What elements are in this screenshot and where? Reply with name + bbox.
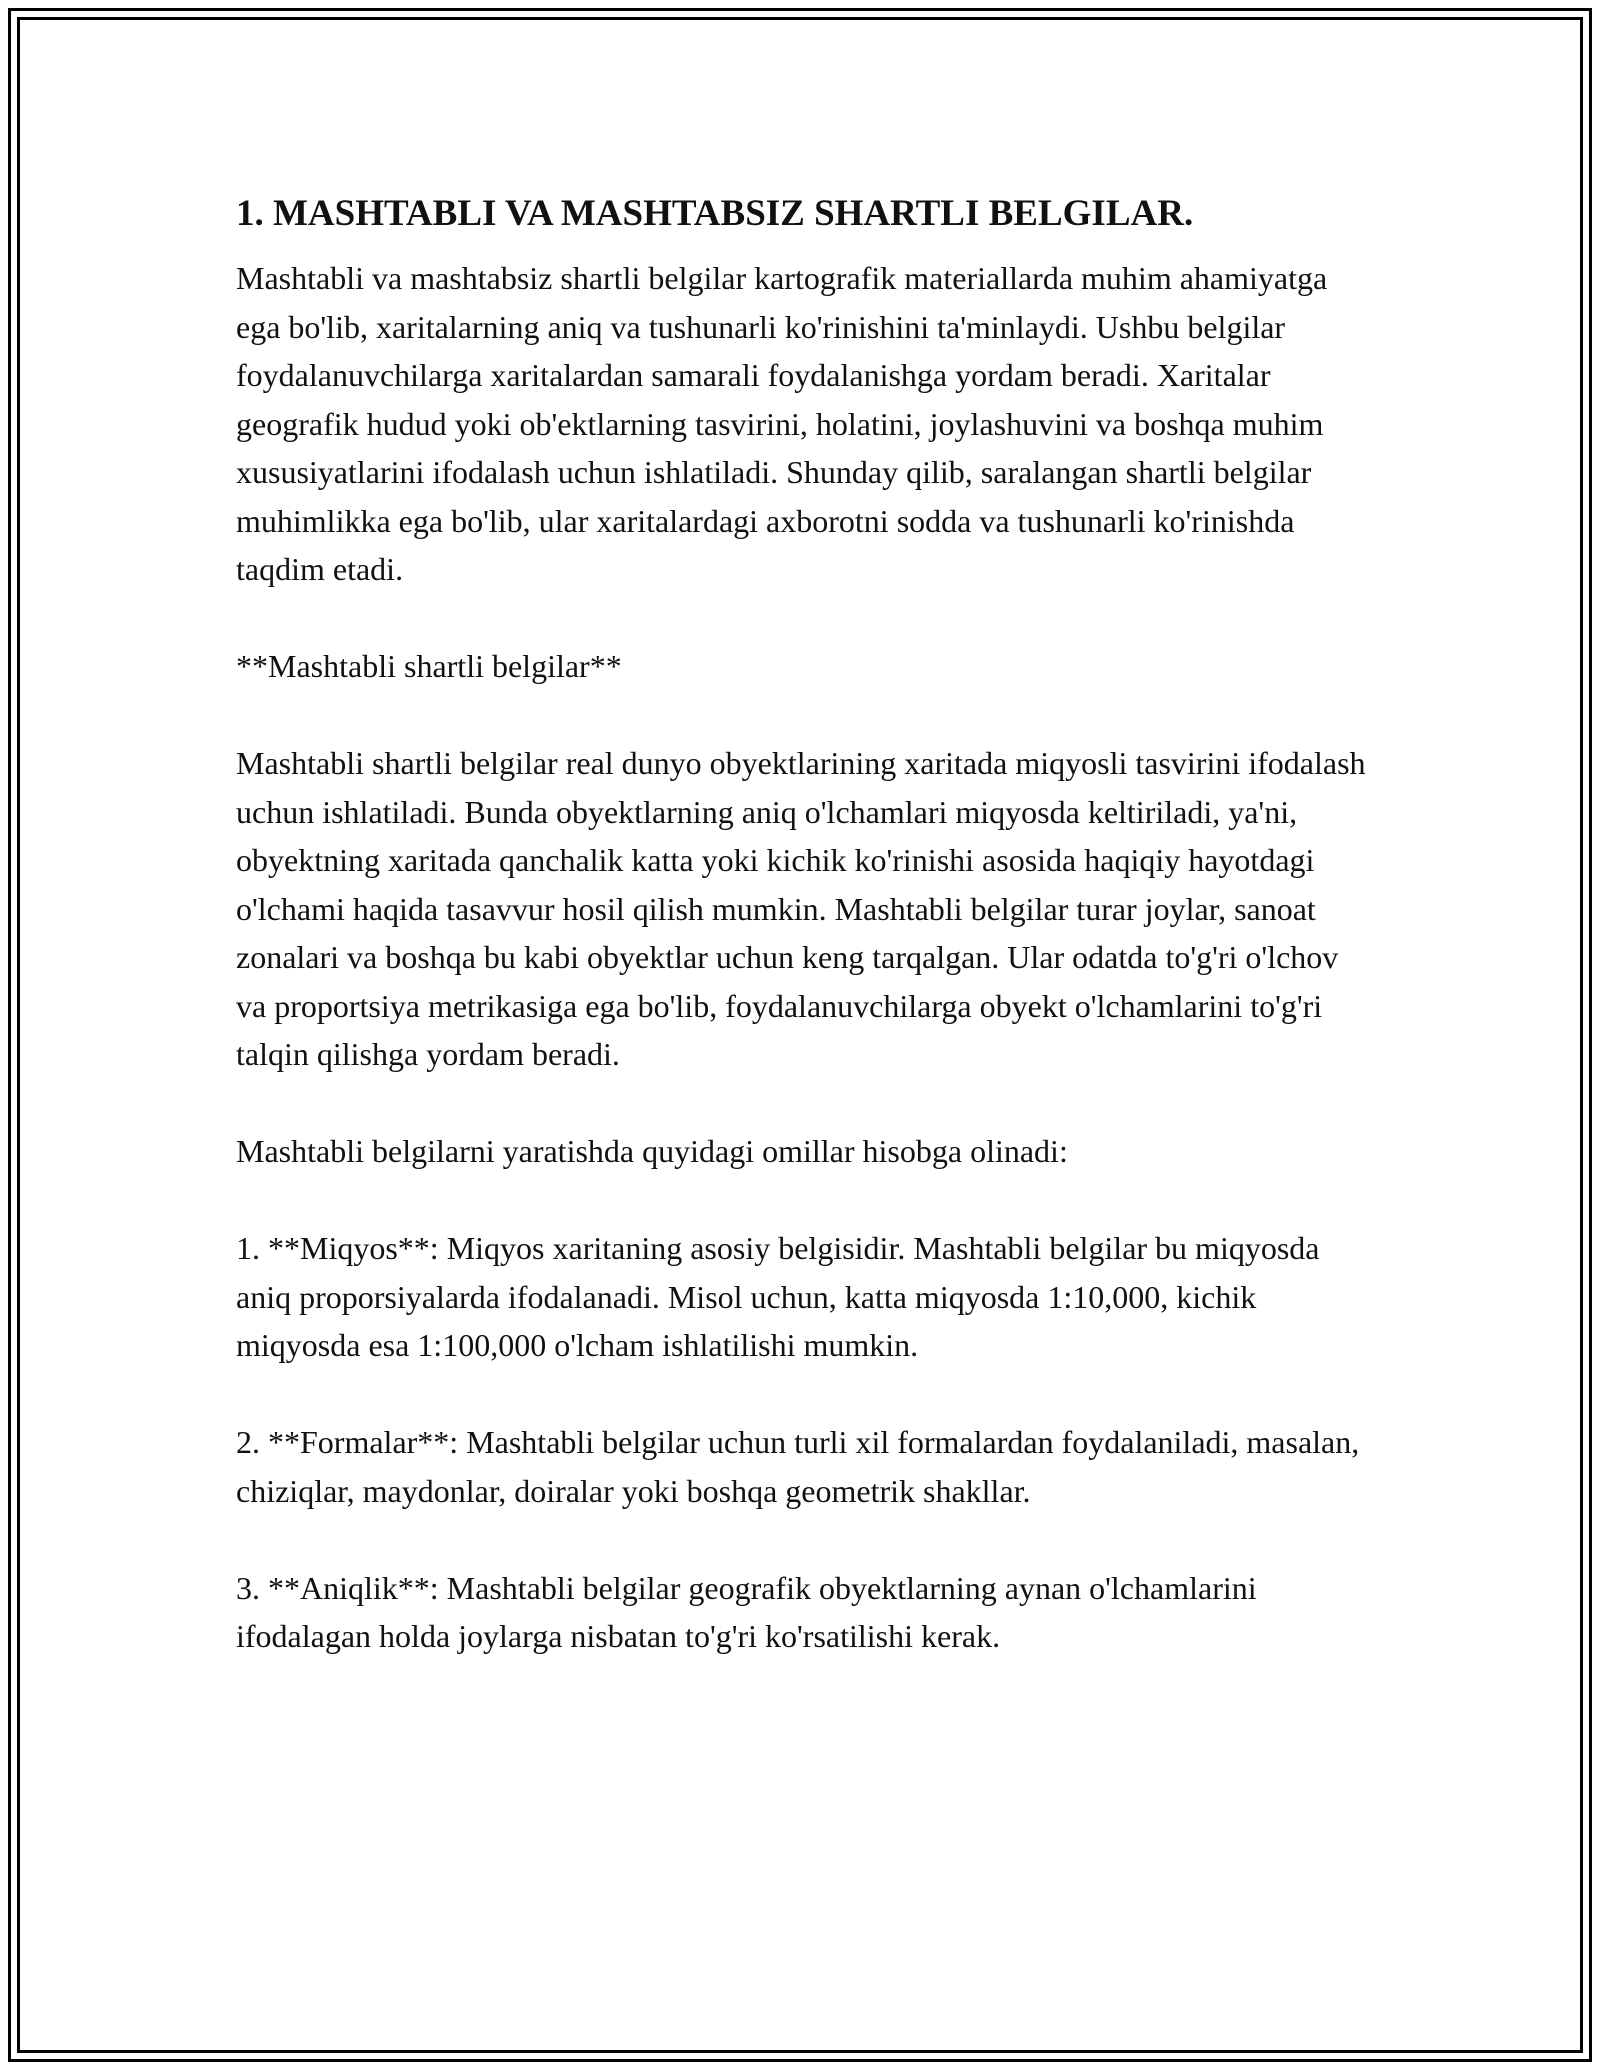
intro-paragraph: Mashtabli va mashtabsiz shartli belgilar kartografik materiallarda muhim ahamiyatga ega bo'lib, xaritalarning aniq va tushunarli ko'rinishini ta'minlaydi. Ushbu belgilar foydalanuvchilarga xaritalardan samarali foydalanishga yordam beradi. Xaritalar geografik hudud yoki ob'ektlarning tasvirini, holatini, joylashuvini va boshqa muhim xususiyatlarini ifodalash uchun ishlatiladi. Shunday qilib, saralangan shartli belgilar muhimlikka ega bo'lib, ular xaritalardagi axborotni sodda va tushunarli ko'rinishda taqdim etadi.: [236, 260, 1328, 587]
factors-intro-paragraph: Mashtabli belgilarni yaratishda quyidagi omillar hisobga olinadi:: [236, 1133, 1068, 1169]
list-item-scale: 1. **Miqyos**: Miqyos xaritaning asosiy belgisidir. Mashtabli belgilar bu miqyosda aniq proporsiyalarda ifodalanadi. Misol uchun, katta miqyosda 1:10,000, kichik miqyosda esa 1:100,000 o'lcham ishlatilishi mumkin.: [236, 1230, 1320, 1363]
list-item-accuracy: 3. **Aniqlik**: Mashtabli belgilar geografik obyektlarning aynan o'lchamlarini ifodalagan holda joylarga nisbatan to'g'ri ko'rsatilishi kerak.: [236, 1569, 1257, 1654]
document-body: [236, 186, 1376, 1661]
scaled-symbols-paragraph: Mashtabli shartli belgilar real dunyo obyektlarining xaritada miqyosli tasvirini ifodalash uchun ishlatiladi. Bunda obyektlarning aniq o'lchamlari miqyosda keltiriladi, ya'ni, obyektning xaritada qanchalik katta yoki kichik ko'rinishi asosida haqiqiy hayotdagi o'lchami haqida tasavvur hosil qilish mumkin. Mashtabli belgilar turar joylar, sanoat zonalari va boshqa bu kabi obyektlar uchun keng tarqalgan. Ular odatda to'g'ri o'lchov va proportsiya metrikasiga ega bo'lib, foydalanuvchilarga obyekt o'lchamlarini to'g'ri talqin qilishga yordam beradi.: [236, 745, 1366, 1072]
document-heading: 1. MASHTABLI VA MASHTABSIZ SHARTLI BELGILAR.: [236, 193, 1194, 234]
section-subheading: **Mashtabli shartli belgilar**: [236, 648, 622, 684]
list-item-forms: 2. **Formalar**: Mashtabli belgilar uchun turli xil formalardan foydalaniladi, masalan, chiziqlar, maydonlar, doiralar yoki boshqa geometrik shakllar.: [236, 1424, 1360, 1509]
